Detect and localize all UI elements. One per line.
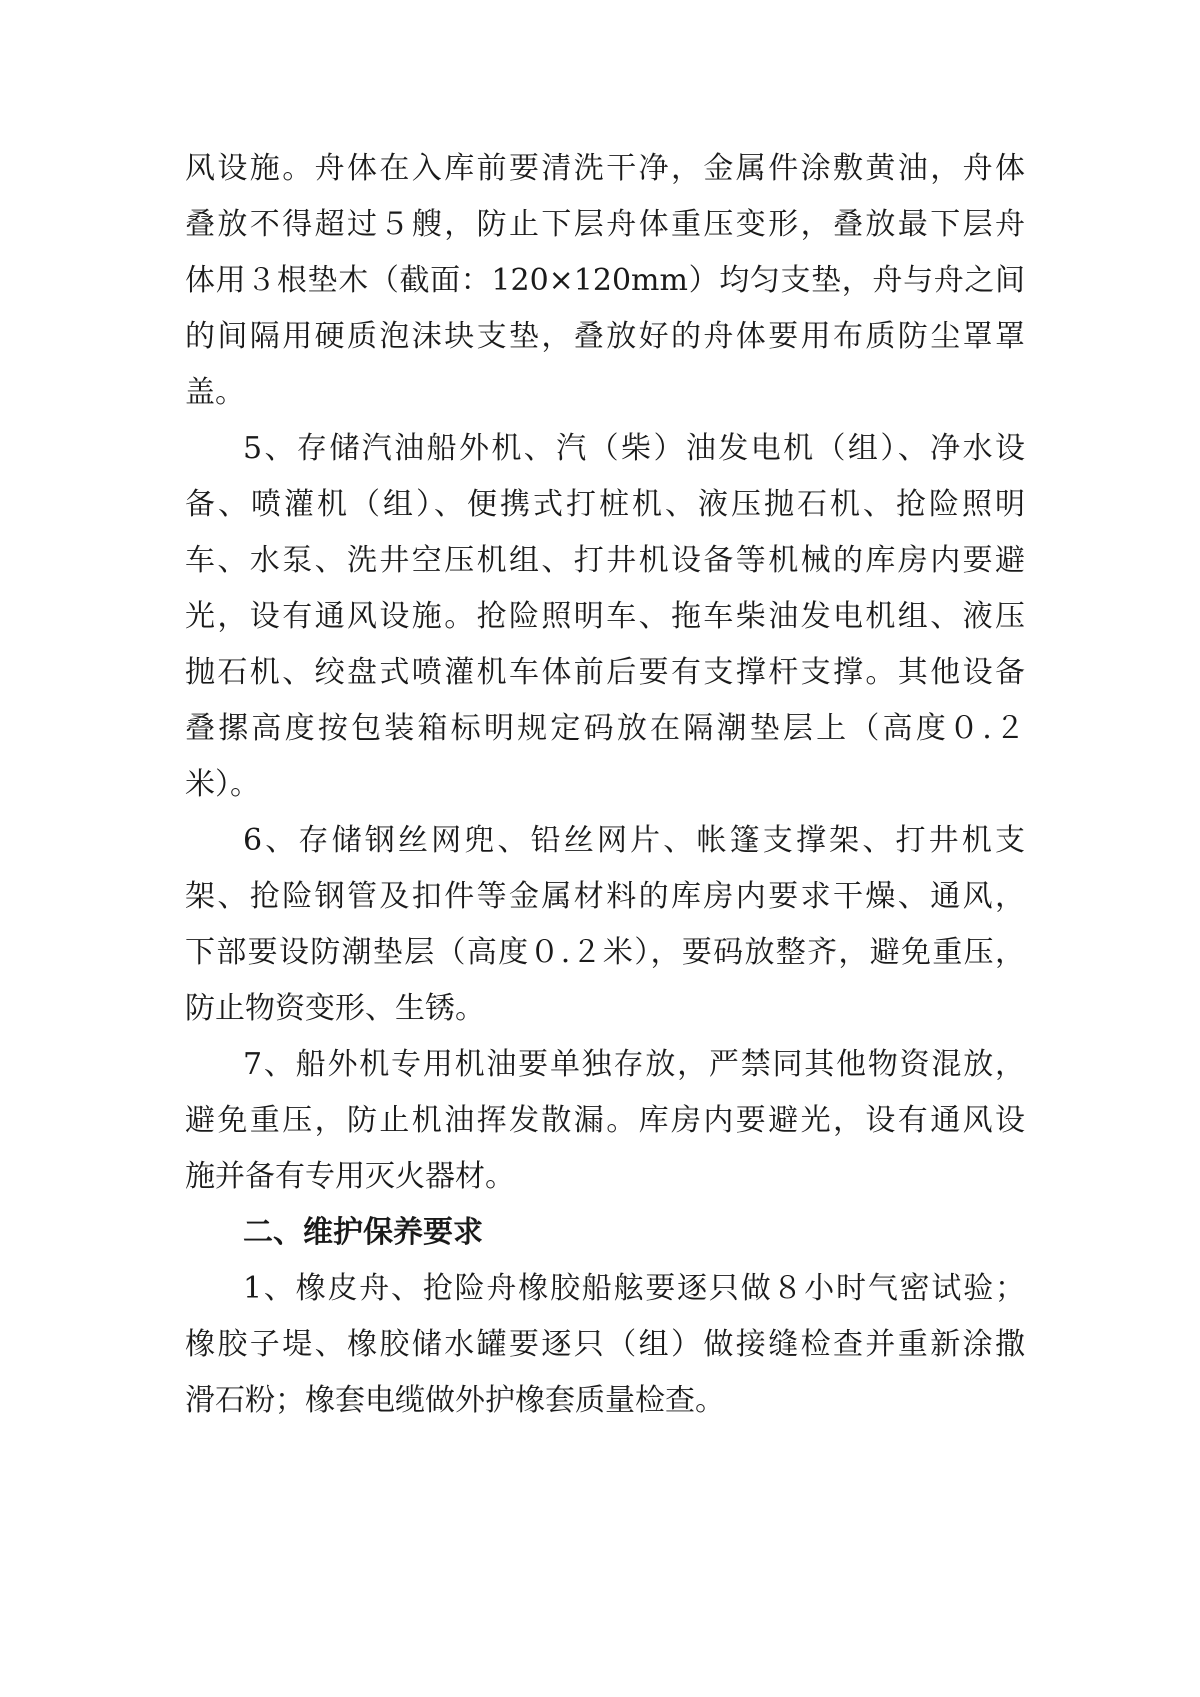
text-line: 的间隔用硬质泡沫块支垫，叠放好的舟体要用布质防尘罩罩	[185, 319, 1025, 354]
text-line: 光，设有通风设施。抢险照明车、拖车柴油发电机组、液压	[185, 599, 1025, 634]
paragraph-6-first-line: 6、存储钢丝网兜、铅丝网片、帐篷支撑架、打井机支	[243, 823, 1025, 858]
text-line: 下部要设防潮垫层（高度０.２米），要码放整齐，避免重压，	[185, 935, 1025, 970]
paragraph-5-first-line: 5、存储汽油船外机、汽（柴）油发电机（组）、净水设	[243, 431, 1025, 466]
text-line: 滑石粉；橡套电缆做外护橡套质量检查。	[185, 1383, 725, 1418]
text-line: 体用３根垫木（截面：120×120mm）均匀支垫，舟与舟之间	[185, 263, 1025, 298]
text-line: 架、抢险钢管及扣件等金属材料的库房内要求干燥、通风，	[185, 879, 1025, 914]
text-line: 抛石机、绞盘式喷灌机车体前后要有支撑杆支撑。其他设备	[185, 655, 1025, 690]
text-line: 叠摞高度按包装箱标明规定码放在隔潮垫层上（高度０.２	[185, 711, 1025, 746]
text-line: 盖。	[185, 375, 245, 410]
text-line: 车、水泵、洗井空压机组、打井机设备等机械的库房内要避	[185, 543, 1025, 578]
section-heading: 二、维护保养要求	[243, 1215, 483, 1250]
text-line: 施并备有专用灭火器材。	[185, 1159, 515, 1194]
text-line: 风设施。舟体在入库前要清洗干净，金属件涂敷黄油，舟体	[185, 151, 1025, 186]
text-line: 橡胶子堤、橡胶储水罐要逐只（组）做接缝检查并重新涂撒	[185, 1327, 1025, 1362]
text-line: 防止物资变形、生锈。	[185, 991, 485, 1026]
paragraph-7-first-line: 7、船外机专用机油要单独存放，严禁同其他物资混放，	[243, 1047, 1025, 1082]
text-line: 备、喷灌机（组）、便携式打桩机、液压抛石机、抢险照明	[185, 487, 1025, 522]
text-line: 叠放不得超过５艘，防止下层舟体重压变形，叠放最下层舟	[185, 207, 1025, 242]
section-item-1-first-line: 1、橡皮舟、抢险舟橡胶船舷要逐只做８小时气密试验；	[243, 1271, 1025, 1306]
text-line: 避免重压，防止机油挥发散漏。库房内要避光，设有通风设	[185, 1103, 1025, 1138]
text-line: 米）。	[185, 767, 260, 802]
